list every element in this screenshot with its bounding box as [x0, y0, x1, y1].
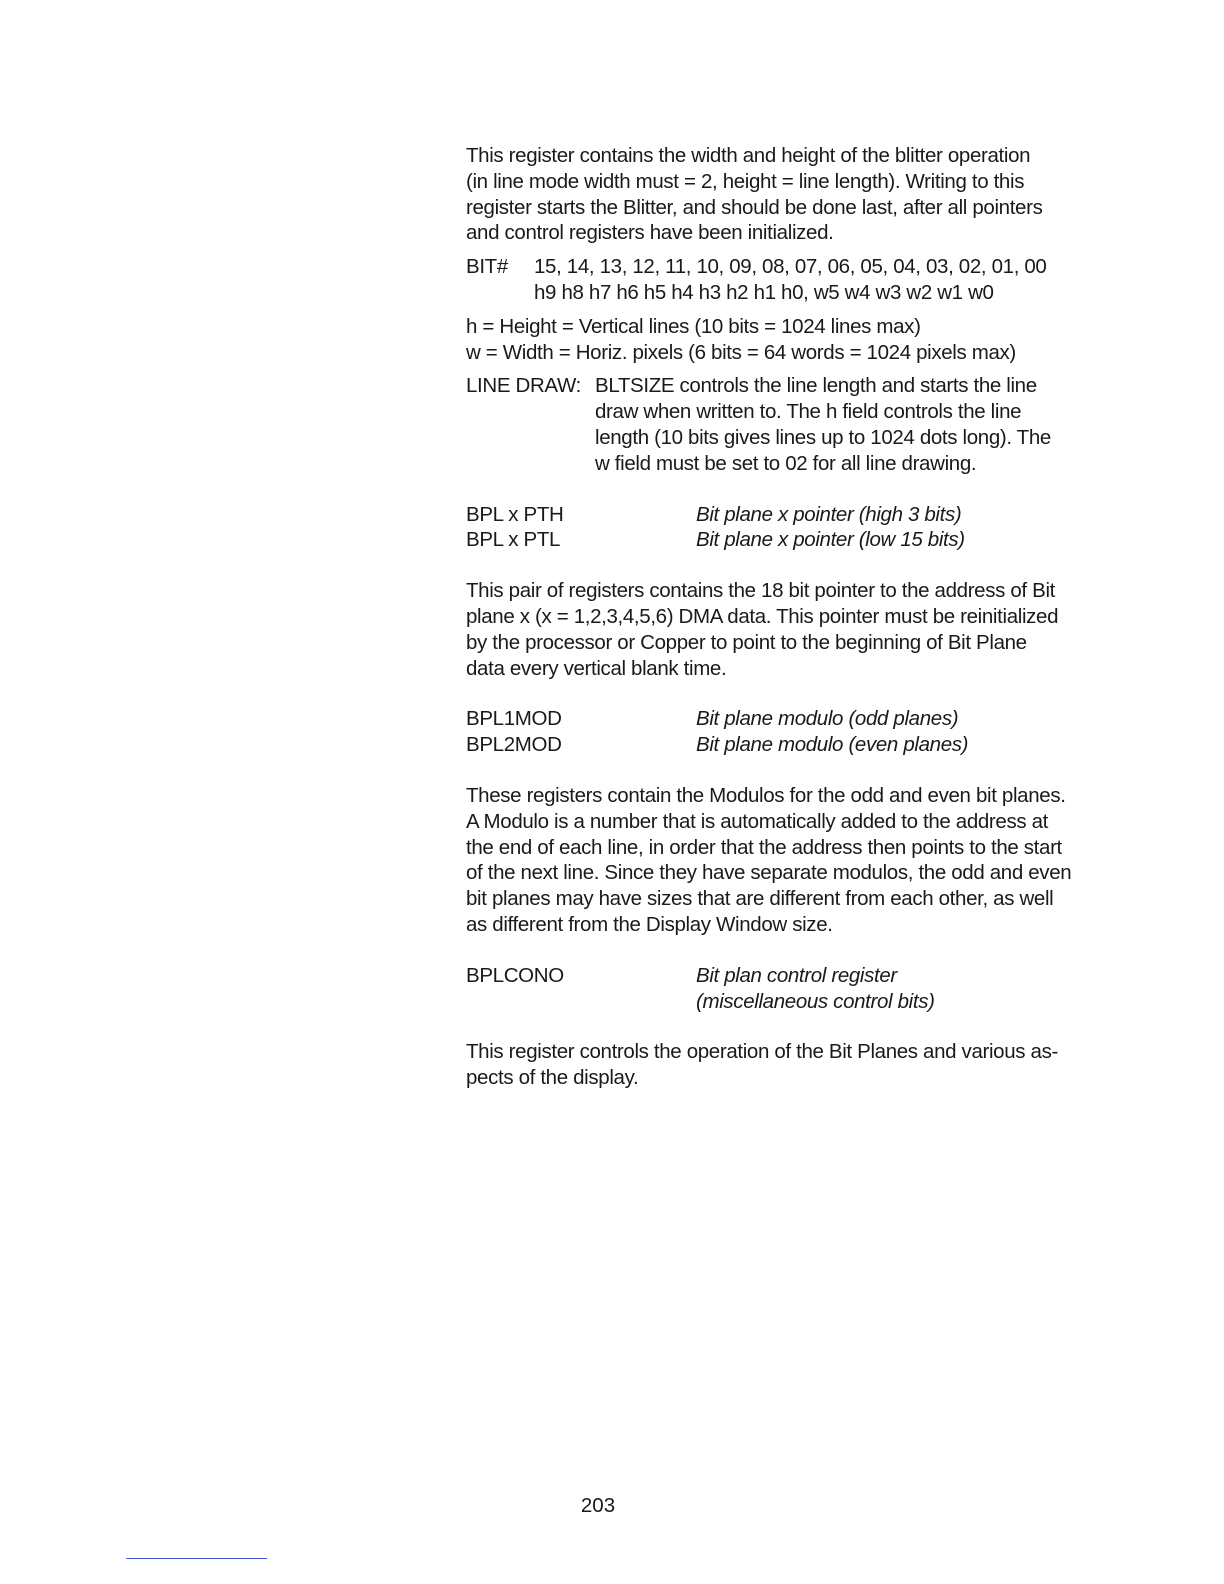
register-name: BPL x PTH [466, 502, 564, 526]
register-description: Bit plane modulo (even planes) [696, 733, 969, 757]
register-description: Bit plan control register [696, 963, 897, 987]
page-number: 203 [580, 1494, 616, 1517]
text-line: of the next line. Since they have separate modulos, the odd and even [466, 861, 1072, 885]
line-draw-line: w field must be set to 02 for all line drawing. [595, 451, 977, 475]
line-draw-label: LINE DRAW: [466, 374, 581, 398]
bltsize-description [466, 143, 1116, 246]
text-line: plane x (x = 1,2,3,4,5,6) DMA data. This pointer must be reinitialized [466, 604, 1059, 628]
text-line: bit planes may have sizes that are different from each other, as well [466, 887, 1054, 911]
line-draw-line: BLTSIZE controls the line length and starts the line [595, 374, 1037, 398]
register-description: Bit plane x pointer (low 15 bits) [696, 528, 965, 552]
bplpt-description [466, 578, 1116, 681]
register-name: BPL1MOD [466, 707, 562, 731]
register-name: BPLCONO [466, 963, 564, 987]
text-line: This register controls the operation of the Bit Planes and various as- [466, 1040, 1058, 1064]
register-name: BPL x PTL [466, 528, 561, 552]
text-line: A Modulo is a number that is automatically added to the address at [466, 809, 1049, 833]
line-draw-line: draw when written to. The h field controls the line [595, 400, 1022, 424]
bplpt-registers [466, 502, 1116, 554]
bplcon0-description [466, 1039, 1116, 1091]
text-line: by the processor or Copper to point to the beginning of Bit Plane [466, 630, 1027, 654]
register-description: Bit plane x pointer (high 3 bits) [696, 502, 962, 526]
legend-line: w = Width = Horiz. pixels (6 bits = 64 words = 1024 pixels max) [466, 340, 1016, 364]
register-description: (miscellaneous control bits) [696, 989, 935, 1013]
text-line: (in line mode width must = 2, height = line length). Writing to this [466, 169, 1025, 193]
text-line: pects of the display. [466, 1066, 639, 1090]
text-line: the end of each line, in order that the address then points to the start [466, 835, 1062, 859]
text-line: as different from the Display Window size. [466, 912, 833, 936]
footer-rule [126, 1558, 267, 1559]
page-body [466, 143, 1116, 1091]
legend-line: h = Height = Vertical lines (10 bits = 1024 lines max) [466, 314, 921, 338]
bplmod-description [466, 783, 1116, 938]
text-line: This pair of registers contains the 18 bit pointer to the address of Bit [466, 579, 1055, 603]
text-line: and control registers have been initialized. [466, 221, 834, 245]
line-draw-line: length (10 bits gives lines up to 1024 dots long). The [595, 425, 1051, 449]
text-line: These registers contain the Modulos for the odd and even bit planes. [466, 783, 1066, 807]
register-name: BPL2MOD [466, 733, 562, 757]
bit-table [466, 254, 1116, 306]
text-line: data every vertical blank time. [466, 656, 727, 680]
text-line: register starts the Blitter, and should be done last, after all pointers [466, 195, 1043, 219]
line-draw-note [466, 373, 1116, 476]
bit-label: BIT# [466, 255, 508, 279]
size-legend [466, 314, 1116, 366]
bplcon0-register [466, 963, 1116, 1015]
register-description: Bit plane modulo (odd planes) [696, 707, 959, 731]
bit-fields: h9 h8 h7 h6 h5 h4 h3 h2 h1 h0, w5 w4 w3 w2 w1 w0 [534, 280, 994, 304]
text-line: This register contains the width and height of the blitter operation [466, 144, 1031, 167]
bplmod-registers [466, 706, 1116, 758]
bit-numbers: 15, 14, 13, 12, 11, 10, 09, 08, 07, 06, 05, 04, 03, 02, 01, 00 [534, 255, 1047, 279]
